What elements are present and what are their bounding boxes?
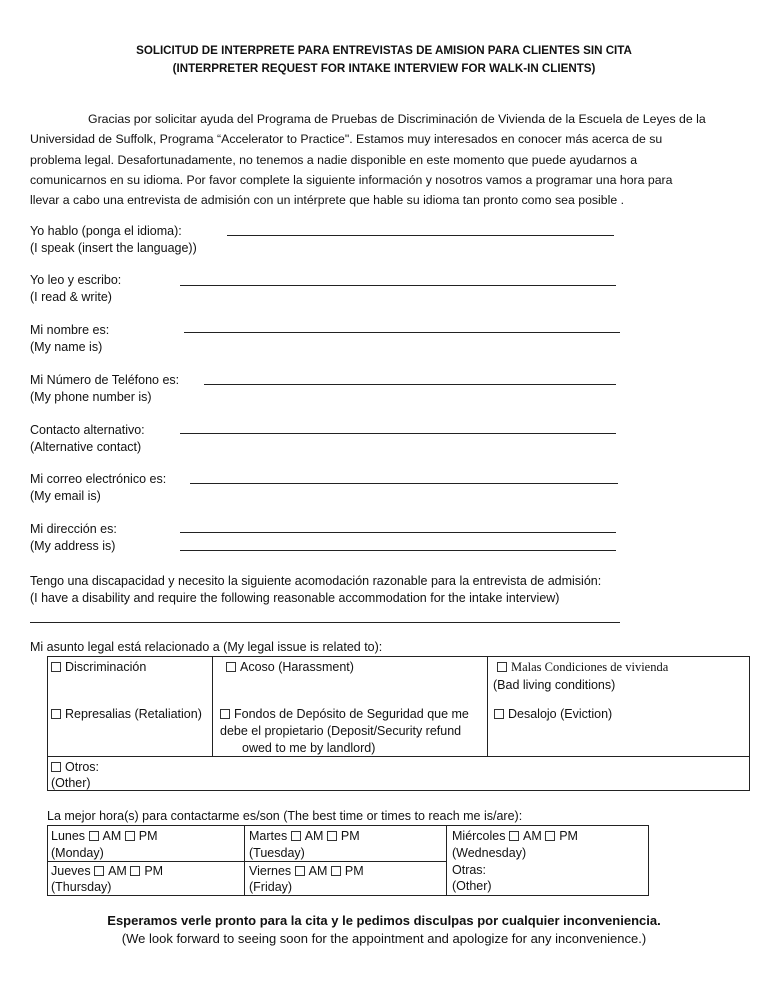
am-label: AM <box>304 829 324 843</box>
wednesday-am-checkbox[interactable] <box>509 831 519 841</box>
alt-contact-label-english: (Alternative contact) <box>30 440 142 454</box>
thursday-pm-checkbox[interactable] <box>130 866 140 876</box>
retaliation-option[interactable] <box>51 706 202 723</box>
tuesday-label-english: (Tuesday) <box>249 846 305 860</box>
phone-label-english: (My phone number is) <box>30 390 152 404</box>
table-divider <box>47 861 446 862</box>
monday-label-english: (Monday) <box>51 846 104 860</box>
other-time-label: Otras: <box>452 863 487 877</box>
pm-label: PM <box>138 829 158 843</box>
am-label: AM <box>102 829 122 843</box>
read-write-label-english: (I read & write) <box>30 290 112 304</box>
harassment-option[interactable] <box>226 659 354 676</box>
tuesday-label: Martes <box>249 829 288 843</box>
deposit-label-line2: debe el propietario (Deposit/Security refund <box>220 724 462 738</box>
alt-contact-label: Contacto alternativo: <box>30 423 145 437</box>
discrimination-checkbox[interactable] <box>51 662 61 672</box>
bad-living-checkbox[interactable] <box>497 662 507 672</box>
pm-label: PM <box>559 829 578 843</box>
friday-pm-checkbox[interactable] <box>331 866 341 876</box>
monday-row <box>51 828 158 845</box>
speak-label: Yo hablo (ponga el idioma): <box>30 224 182 238</box>
email-label: Mi correo electrónico es: <box>30 472 167 486</box>
form-title-english: (INTERPRETER REQUEST FOR INTAKE INTERVIEW FOR WALK-IN CLIENTS) <box>172 62 596 75</box>
intro-paragraph <box>30 109 746 210</box>
wednesday-label-english: (Wednesday) <box>452 846 527 860</box>
harassment-label: Acoso (Harassment) <box>240 660 354 674</box>
form-title-spanish: SOLICITUD DE INTERPRETE PARA ENTREVISTAS DE AMISION PARA CLIENTES SIN CITA <box>136 44 632 57</box>
address-input-line[interactable] <box>180 532 616 533</box>
disability-label-english: (I have a disability and require the following reasonable accommodation for the intake interview) <box>30 591 560 605</box>
intro-line: comunicarnos en su idioma. Por favor complete la siguiente información y nosotros vamos a programar una hora para <box>30 172 673 187</box>
table-divider <box>212 656 213 756</box>
other-time-label-english: (Other) <box>452 879 492 893</box>
discrimination-option[interactable] <box>51 659 146 676</box>
discrimination-label: Discriminación <box>65 660 147 674</box>
alt-contact-input-line[interactable] <box>180 433 616 434</box>
address-label: Mi dirección es: <box>30 522 117 536</box>
wednesday-pm-checkbox[interactable] <box>545 831 555 841</box>
best-time-heading: La mejor hora(s) para contactarme es/son (The best time or times to reach me is/are): <box>47 809 523 823</box>
monday-am-checkbox[interactable] <box>89 831 99 841</box>
disability-label: Tengo una discapacidad y necesito la siguiente acomodación razonable para la entrevista de admisión: <box>30 574 602 588</box>
intro-line: problema legal. Desafortunadamente, no tenemos a nadie disponible en este momento que puede ayudarnos a <box>30 152 638 167</box>
phone-input-line[interactable] <box>204 384 616 385</box>
retaliation-checkbox[interactable] <box>51 709 61 719</box>
legal-issue-heading: Mi asunto legal está relacionado a (My legal issue is related to): <box>30 640 383 654</box>
other-issue-label-english: (Other) <box>51 776 91 790</box>
speak-label-english: (I speak (insert the language)) <box>30 241 197 255</box>
pm-label: PM <box>344 864 364 878</box>
bad-living-option[interactable] <box>497 659 668 676</box>
speak-input-line[interactable] <box>227 235 614 236</box>
pm-label: PM <box>144 864 164 878</box>
thursday-label-english: (Thursday) <box>51 880 112 894</box>
monday-label: Lunes <box>51 829 86 843</box>
name-input-line[interactable] <box>184 332 620 333</box>
closing-message: Esperamos verle pronto para la cita y le pedimos disculpas por cualquier inconveniencia. <box>107 913 661 928</box>
intro-line: llevar a cabo una entrevista de admisión con un intérprete que hable su idioma tan pronto como sea posible . <box>30 193 625 208</box>
email-label-english: (My email is) <box>30 489 101 503</box>
friday-row <box>249 863 364 880</box>
bad-living-label: Malas Condiciones de vivienda <box>511 660 669 674</box>
tuesday-am-checkbox[interactable] <box>291 831 301 841</box>
wednesday-label: Miércoles <box>452 829 506 843</box>
intro-line: Gracias por solicitar ayuda del Programa de Pruebas de Discriminación de Vivienda de la Escuela de Leyes de la <box>88 112 706 126</box>
name-label-english: (My name is) <box>30 340 103 354</box>
friday-label-english: (Friday) <box>249 880 293 894</box>
deposit-label: Fondos de Depósito de Seguridad que me <box>234 707 469 721</box>
table-divider <box>47 756 750 757</box>
am-label: AM <box>108 864 127 878</box>
thursday-am-checkbox[interactable] <box>94 866 104 876</box>
deposit-label-line3: owed to me by landlord) <box>242 741 376 755</box>
eviction-label: Desalojo (Eviction) <box>508 707 613 721</box>
phone-label: Mi Número de Teléfono es: <box>30 373 180 387</box>
deposit-checkbox[interactable] <box>220 709 230 719</box>
eviction-option[interactable] <box>494 706 612 723</box>
email-input-line[interactable] <box>190 483 618 484</box>
table-divider <box>487 656 488 756</box>
monday-pm-checkbox[interactable] <box>125 831 135 841</box>
address-input-line-2[interactable] <box>180 550 616 551</box>
table-divider <box>446 825 447 896</box>
disability-input-line[interactable] <box>30 622 620 623</box>
retaliation-label: Represalias (Retaliation) <box>65 707 202 721</box>
read-write-label: Yo leo y escribo: <box>30 273 122 287</box>
intro-line: Universidad de Suffolk, Programa “Accelerator to Practice". Estamos muy interesados en conocer más acerca de su <box>30 132 663 147</box>
tuesday-row <box>249 828 360 845</box>
thursday-row <box>51 863 163 880</box>
harassment-checkbox[interactable] <box>226 662 236 672</box>
address-label-english: (My address is) <box>30 539 116 553</box>
deposit-option[interactable] <box>220 706 469 723</box>
bad-living-label-english: (Bad living conditions) <box>493 678 616 692</box>
tuesday-pm-checkbox[interactable] <box>327 831 337 841</box>
thursday-label: Jueves <box>51 864 91 878</box>
friday-label: Viernes <box>249 864 292 878</box>
eviction-checkbox[interactable] <box>494 709 504 719</box>
closing-message-english: (We look forward to seeing soon for the appointment and apologize for any inconvenience.) <box>121 931 647 946</box>
wednesday-row <box>452 828 578 845</box>
read-write-input-line[interactable] <box>180 285 616 286</box>
other-issue-checkbox[interactable] <box>51 762 61 772</box>
friday-am-checkbox[interactable] <box>295 866 305 876</box>
other-issue-option[interactable] <box>51 759 99 776</box>
name-label: Mi nombre es: <box>30 323 110 337</box>
other-issue-label: Otros: <box>65 760 100 774</box>
am-label: AM <box>308 864 328 878</box>
am-label: AM <box>522 829 542 843</box>
pm-label: PM <box>340 829 360 843</box>
